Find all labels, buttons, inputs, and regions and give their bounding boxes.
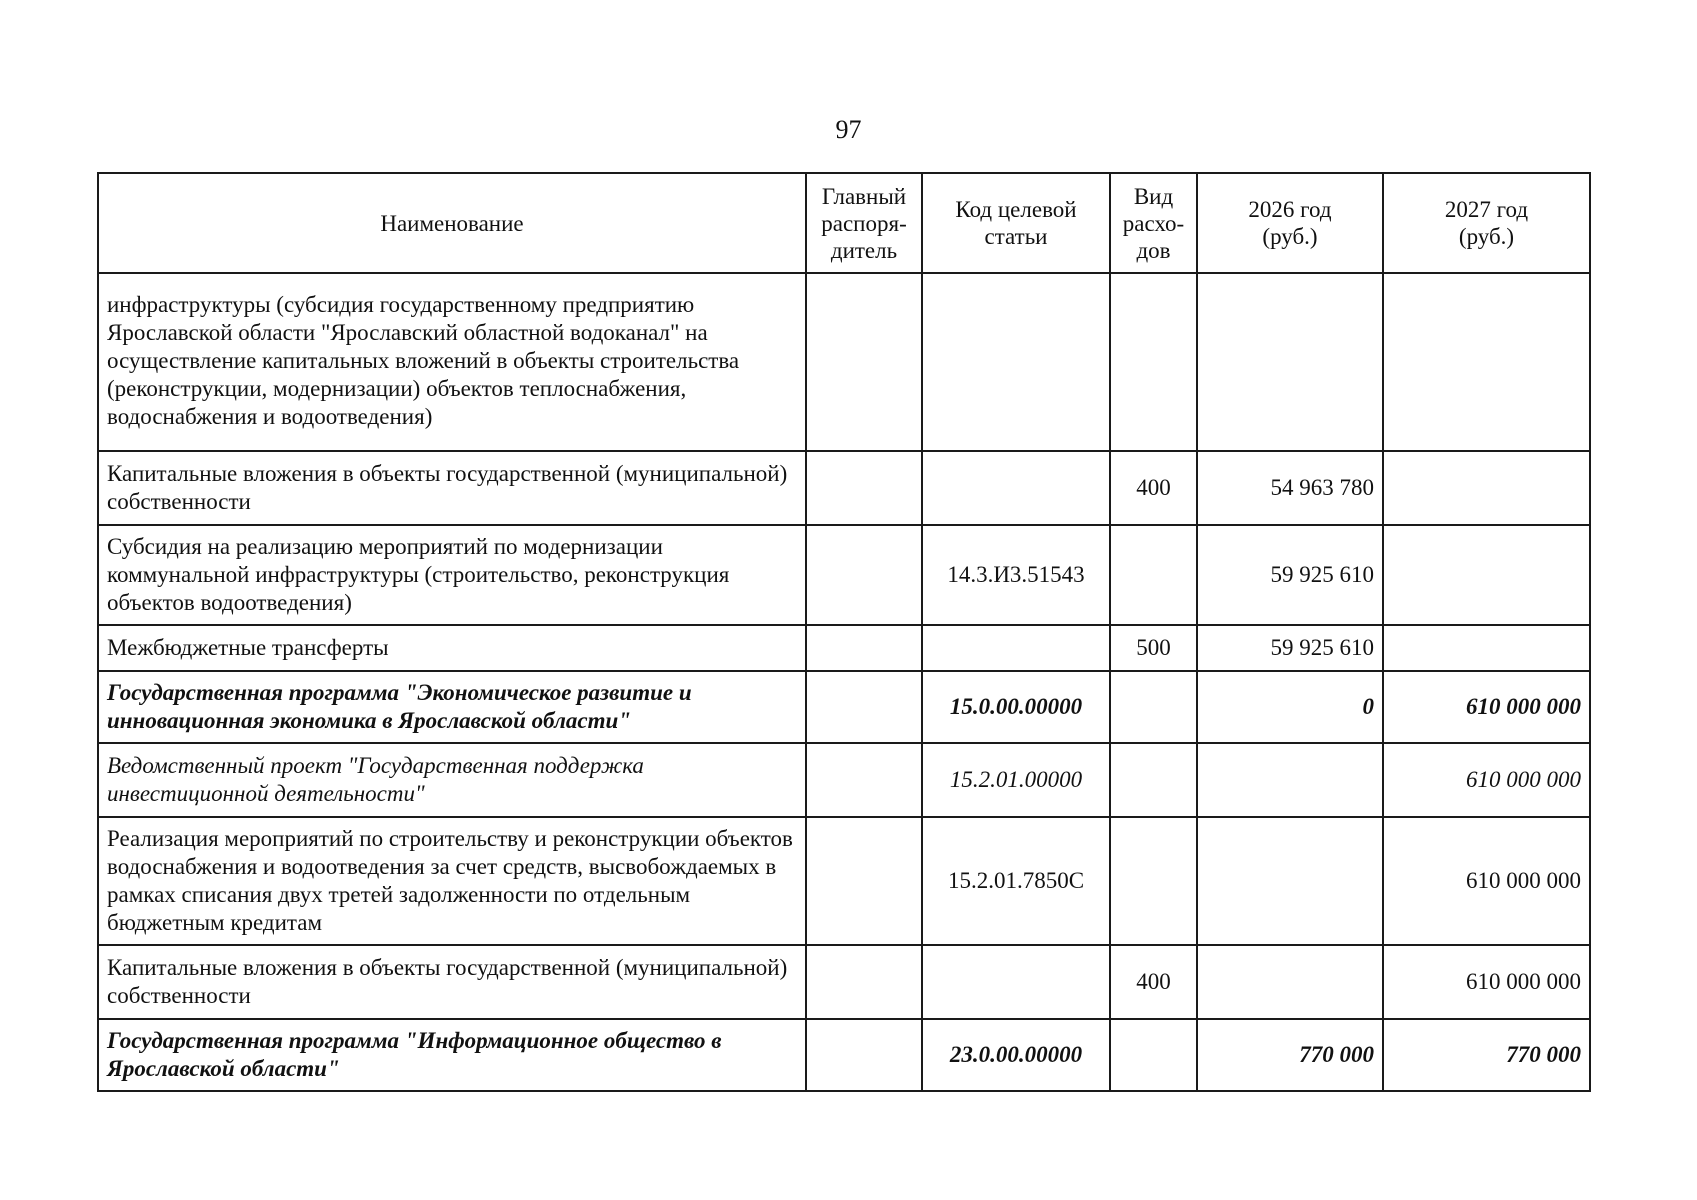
table-row	[98, 451, 1590, 525]
row-2026: 770 000	[1197, 1019, 1383, 1091]
header-kind	[1110, 173, 1197, 273]
header-manager-line: Главный	[821, 183, 907, 209]
header-manager-line: распоря-	[821, 210, 907, 236]
row-kind: 500	[1110, 625, 1197, 671]
table-row-project	[98, 743, 1590, 817]
row-manager	[806, 451, 922, 525]
row-code: 15.2.01.00000	[922, 743, 1110, 817]
row-manager	[806, 743, 922, 817]
header-manager-line: дитель	[830, 237, 898, 263]
table-row-program	[98, 1019, 1590, 1091]
row-kind	[1110, 525, 1197, 625]
row-2027	[1383, 525, 1590, 625]
row-name: Ведомственный проект "Государственная поддержка инвестиционной деятельности"	[98, 743, 806, 817]
table-row	[98, 945, 1590, 1019]
table-header-row	[98, 173, 1590, 273]
row-2026: 59 925 610	[1197, 625, 1383, 671]
row-manager	[806, 1019, 922, 1091]
row-name: Капитальные вложения в объекты государственной (муниципальной) собственности	[98, 451, 806, 525]
header-kind-line: расхо-	[1122, 210, 1185, 236]
row-kind: 400	[1110, 451, 1197, 525]
row-2027: 610 000 000	[1383, 817, 1590, 945]
row-2026	[1197, 743, 1383, 817]
row-code: 15.0.00.00000	[922, 671, 1110, 743]
row-code	[922, 945, 1110, 1019]
header-2026	[1197, 173, 1383, 273]
row-2026	[1197, 273, 1383, 451]
row-manager	[806, 273, 922, 451]
header-kind-line: дов	[1136, 237, 1171, 263]
row-name: Субсидия на реализацию мероприятий по модернизации коммунальной инфраструктуры (строительство, реконструкция объектов водоотведения)	[98, 525, 806, 625]
header-name-label: Наименование	[380, 210, 524, 236]
header-code-line: Код целевой	[955, 197, 1077, 222]
row-2026: 0	[1197, 671, 1383, 743]
row-code	[922, 625, 1110, 671]
row-2027	[1383, 273, 1590, 451]
row-manager	[806, 945, 922, 1019]
row-2027: 770 000	[1383, 1019, 1590, 1091]
header-2027-line: 2027 год	[1444, 197, 1529, 222]
row-2027	[1383, 625, 1590, 671]
row-2027: 610 000 000	[1383, 945, 1590, 1019]
row-kind	[1110, 743, 1197, 817]
header-2027-line: (руб.)	[1458, 224, 1515, 249]
header-kind-line: Вид	[1133, 183, 1174, 209]
header-2027	[1383, 173, 1590, 273]
row-name: Капитальные вложения в объекты государственной (муниципальной) собственности	[98, 945, 806, 1019]
row-manager	[806, 625, 922, 671]
row-2027: 610 000 000	[1383, 671, 1590, 743]
row-code	[922, 273, 1110, 451]
row-name: Межбюджетные трансферты	[98, 625, 806, 671]
row-name: инфраструктуры (субсидия государственному предприятию Ярославской области "Ярославский областной водоканал" на осуществление капитальных вложений в объекты строительства (реконструкции, модернизации) объектов теплоснабжения, водоснабжения и водоотведения)	[98, 273, 806, 451]
row-code: 15.2.01.7850С	[922, 817, 1110, 945]
row-name: Реализация мероприятий по строительству и реконструкции объектов водоснабжения и водоотведения за счет средств, высвобождаемых в рамках списания двух третей задолженности по отдельным бюджетным кредитам	[98, 817, 806, 945]
row-2027: 610 000 000	[1383, 743, 1590, 817]
header-code	[922, 173, 1110, 273]
row-2026: 59 925 610	[1197, 525, 1383, 625]
table-row-program	[98, 671, 1590, 743]
table-row	[98, 625, 1590, 671]
row-kind	[1110, 273, 1197, 451]
row-code: 23.0.00.00000	[922, 1019, 1110, 1091]
table-row	[98, 273, 1590, 451]
table-row	[98, 817, 1590, 945]
row-2026	[1197, 945, 1383, 1019]
row-manager	[806, 817, 922, 945]
row-kind: 400	[1110, 945, 1197, 1019]
row-2027	[1383, 451, 1590, 525]
header-2026-line: 2026 год	[1248, 197, 1332, 222]
header-2026-line: (руб.)	[1262, 224, 1318, 249]
row-name: Государственная программа "Информационное общество в Ярославской области"	[98, 1019, 806, 1091]
row-code: 14.3.И3.51543	[922, 525, 1110, 625]
row-2026: 54 963 780	[1197, 451, 1383, 525]
header-manager	[806, 173, 922, 273]
row-name: Государственная программа "Экономическое развитие и инновационная экономика в Ярославской области"	[98, 671, 806, 743]
table-row	[98, 525, 1590, 625]
row-code	[922, 451, 1110, 525]
row-kind	[1110, 671, 1197, 743]
header-code-line: статьи	[984, 224, 1048, 249]
row-2026	[1197, 817, 1383, 945]
header-name	[98, 173, 806, 273]
row-manager	[806, 671, 922, 743]
row-manager	[806, 525, 922, 625]
page-number: 97	[835, 115, 862, 144]
row-kind	[1110, 1019, 1197, 1091]
budget-table	[97, 172, 1591, 1092]
row-kind	[1110, 817, 1197, 945]
